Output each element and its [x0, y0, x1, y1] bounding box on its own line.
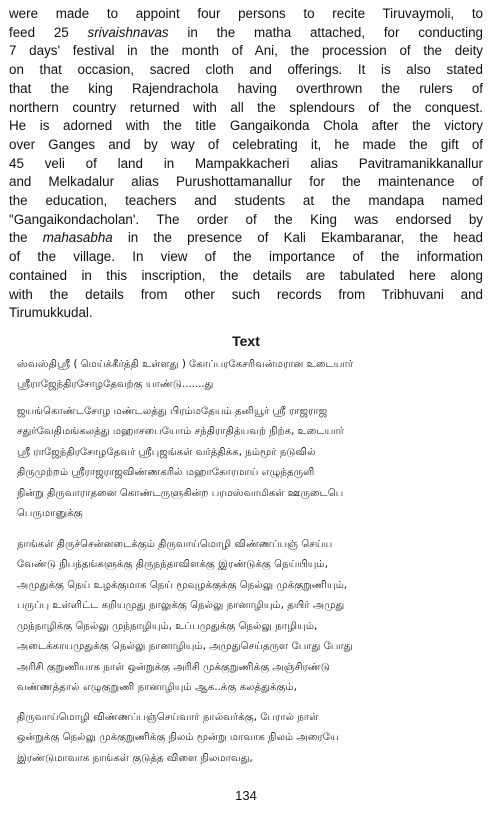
english-line: 7 days' festival in the month of Ani, the procession of the deity — [9, 43, 483, 59]
tamil-line: திருமுற்றம் ஸ்ரீராஜராஜவிண்ணகரில் மஹாகோரமாய் எழுந்தருளி — [17, 467, 315, 479]
tamil-line: ஒன்றுக்கு நெல்லு முக்குறுணிக்கு நிலம் மூன்று மாவாக நிலம் அரையே — [17, 732, 339, 744]
tamil-paragraph-1 — [17, 355, 483, 396]
english-line: the education, teachers and students at the mandapa named — [9, 193, 483, 209]
english-line: that the king Rajendrachola having overthrown the rulers of — [9, 80, 483, 96]
english-line: the mahasabha in the presence of Kali Ekambaranar, the head — [9, 230, 483, 246]
english-line: and Melkadalur alias Purushottamanallur for the maintenance of — [9, 174, 483, 190]
tamil-line: முந்நாழிக்கு நெல்லு முந்நாழியும், உப்பமுதுக்கு நெல்லு நாழியும், — [17, 620, 318, 632]
tamil-line: ஜயங்கொண்டசோழ மண்டலத்து பிரம்மதேயம் தனியூர் ஸ்ரீ ராஜராஜ — [17, 405, 328, 417]
tamil-line: பெருமானுக்கு — [17, 508, 83, 520]
english-line: over Ganges and by way of celebrating it, he made the gift of — [9, 136, 483, 152]
tamil-line: ஸ்ரீராஜேந்திரசோழதேவற்கு யாண்டு.......து — [17, 379, 214, 391]
tamil-line: ஸ்வஸ்திஸ்ரீ ( மெய்க்கீர்த்தி உள்ளது ) கோப்பரகேசரிவன்மரான உடையார் — [17, 358, 354, 370]
tamil-line: அரிசி குறுணியாக நாள் ஒன்றுக்கு அரிசி முக்குறுணிக்கு அஞ்சிரண்டு — [17, 661, 330, 673]
english-paragraph — [9, 5, 483, 323]
page-number: 134 — [235, 788, 257, 803]
tamil-line: அடைக்காயமுதுக்கு நெல்லு நானாழியும், அமுதுசெய்தருள போது போது — [17, 641, 353, 653]
english-line: He is adorned with the title Gangaikonda Chola after the victory — [9, 118, 483, 134]
tamil-paragraph-3 — [17, 535, 483, 699]
italic-term: srivaishnavas — [87, 24, 169, 40]
tamil-line: திருவாய்மொழி விண்ணப்பஞ்செய்வார் நால்வர்க்கு, பேரால் நாள் — [17, 711, 319, 723]
english-line: with the details from other such records from Tribhuvani and — [9, 286, 483, 302]
tamil-line: அமுதுக்கு நெய் உழக்குமாக நெய் மூவுழக்குக்கு நெல்லு முக்குறுணியும், — [17, 579, 348, 591]
english-line: 45 veli of land in Mampakkacheri alias Pavitramanikkanallur — [9, 155, 483, 171]
tamil-line: நின்று திருவாராதனை கொண்டருளுகின்ற பரமஸ்வாமிகள் ஊருடைபெ — [17, 487, 344, 499]
tamil-line: வண்ணத்தால் எழுகுறுணி நானாழியும் ஆக..க்கு கலத்துக்கும், — [17, 682, 297, 694]
tamil-line: வேண்டு நிபந்தங்களுக்கு திருநந்தாவிளக்கு இரண்டுக்கு நெய்யியும், — [17, 559, 328, 571]
english-line: on that occasion, sacred cloth and offerings. It is also stated — [9, 62, 483, 78]
section-heading: Text — [232, 332, 260, 349]
tamil-line: சதுர்வேதிமங்கலத்து மஹாசபையோம் சந்திராதித்யவற் நிற்க, உடையார் — [17, 426, 345, 438]
english-line: contained in this inscription, the details are tabulated here along — [9, 267, 483, 283]
english-line: "Gangaikondacholan'. The order of the King was endorsed by — [9, 211, 483, 227]
english-line: Tirumukkudal. — [9, 305, 93, 321]
english-line: were made to appoint four persons to recite Tiruvaymoli, to — [9, 6, 483, 21]
english-line: northern country returned with all the splendours of the conquest. — [9, 99, 483, 115]
tamil-line: நாங்கள் திருச்சென்னடைக்கும் திருவாய்மொழி விண்ணப்பஞ் செய்ய — [17, 538, 333, 550]
italic-term: mahasabha — [42, 230, 113, 246]
english-line: feed 25 srivaishnavas in the matha attached, for conducting — [9, 24, 483, 40]
tamil-line: இரண்டுமாவாக நாங்கள் குடுத்த விளை நிலமாவது, — [17, 752, 253, 764]
tamil-line: ஸ்ரீ ராஜேந்திரசோழதேவர் ஸ்ரீபுஜங்கள் வர்த்திக்க, நம்மூர் நடுவில் — [17, 446, 316, 458]
tamil-paragraph-2 — [17, 402, 483, 525]
tamil-paragraph-4 — [17, 708, 483, 770]
english-line: of the village. In view of the importance of the information — [9, 249, 483, 265]
tamil-line: பருப்பு உள்ளிட்ட கறியமுது நாலுக்கு நெல்லு நானாழியும், தயிர் அமுது — [17, 600, 345, 612]
